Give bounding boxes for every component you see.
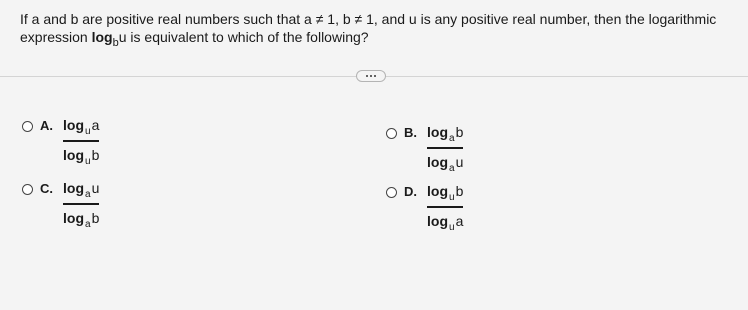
radio-button[interactable] bbox=[386, 187, 397, 198]
fraction bbox=[63, 116, 99, 167]
option-a[interactable] bbox=[22, 116, 99, 167]
question-text-part: is equivalent to which of the following? bbox=[126, 29, 369, 45]
log-base: a bbox=[449, 133, 455, 144]
option-letter: A. bbox=[40, 118, 53, 133]
log-keyword: log bbox=[427, 212, 448, 229]
log-keyword: log bbox=[63, 117, 84, 133]
fraction bbox=[63, 179, 99, 230]
log-argument: b bbox=[91, 146, 100, 163]
fraction-bar bbox=[63, 203, 99, 205]
numerator bbox=[63, 179, 99, 200]
radio-button[interactable] bbox=[22, 121, 33, 132]
numerator bbox=[63, 116, 99, 137]
option-c[interactable] bbox=[22, 179, 99, 230]
log-keyword: log bbox=[427, 153, 448, 170]
log-keyword: log bbox=[427, 124, 448, 140]
log-base: u bbox=[449, 192, 455, 203]
denominator bbox=[427, 153, 463, 174]
option-letter: C. bbox=[40, 181, 53, 196]
log-argument: b bbox=[91, 209, 100, 226]
question-line-1: If a and b are positive real numbers such that a ≠ 1, b ≠ 1, and u is any positive real number, then the logarithmic bbox=[20, 11, 717, 27]
fraction-bar bbox=[427, 206, 463, 208]
fraction bbox=[427, 123, 463, 174]
log-argument: u bbox=[455, 153, 464, 170]
log-base: a bbox=[85, 218, 91, 230]
denominator bbox=[427, 212, 463, 233]
fraction bbox=[427, 182, 463, 233]
expand-more-button[interactable] bbox=[356, 70, 386, 82]
fraction-bar bbox=[427, 147, 463, 149]
numerator bbox=[427, 182, 463, 203]
numerator bbox=[427, 123, 463, 144]
log-argument: a bbox=[91, 117, 100, 133]
log-argument: b bbox=[455, 124, 464, 140]
option-letter: B. bbox=[404, 125, 417, 140]
radio-button[interactable] bbox=[22, 184, 33, 195]
log-argument: u bbox=[91, 180, 100, 196]
question-text-part: expression bbox=[20, 29, 92, 45]
question-text bbox=[20, 10, 730, 48]
log-base: u bbox=[449, 221, 455, 233]
log-base: u bbox=[85, 155, 91, 167]
ellipsis-icon bbox=[374, 75, 376, 77]
ellipsis-icon bbox=[370, 75, 372, 77]
log-keyword: log bbox=[63, 180, 84, 196]
log-base: u bbox=[85, 126, 91, 137]
log-base: b bbox=[112, 37, 119, 49]
log-base: a bbox=[449, 162, 455, 174]
log-keyword: log bbox=[63, 146, 84, 163]
ellipsis-icon bbox=[366, 75, 368, 77]
log-argument: b bbox=[455, 183, 464, 199]
question-line-2 bbox=[20, 28, 730, 48]
log-base: a bbox=[85, 189, 91, 200]
radio-button[interactable] bbox=[386, 128, 397, 139]
log-keyword: log bbox=[91, 29, 113, 45]
log-keyword: log bbox=[63, 209, 84, 226]
denominator bbox=[63, 146, 99, 167]
option-b[interactable] bbox=[386, 123, 463, 174]
denominator bbox=[63, 209, 99, 230]
option-d[interactable] bbox=[386, 182, 463, 233]
log-keyword: log bbox=[427, 183, 448, 199]
option-letter: D. bbox=[404, 184, 417, 199]
fraction-bar bbox=[63, 140, 99, 142]
log-argument: a bbox=[455, 212, 464, 229]
log-argument: u bbox=[118, 29, 127, 45]
